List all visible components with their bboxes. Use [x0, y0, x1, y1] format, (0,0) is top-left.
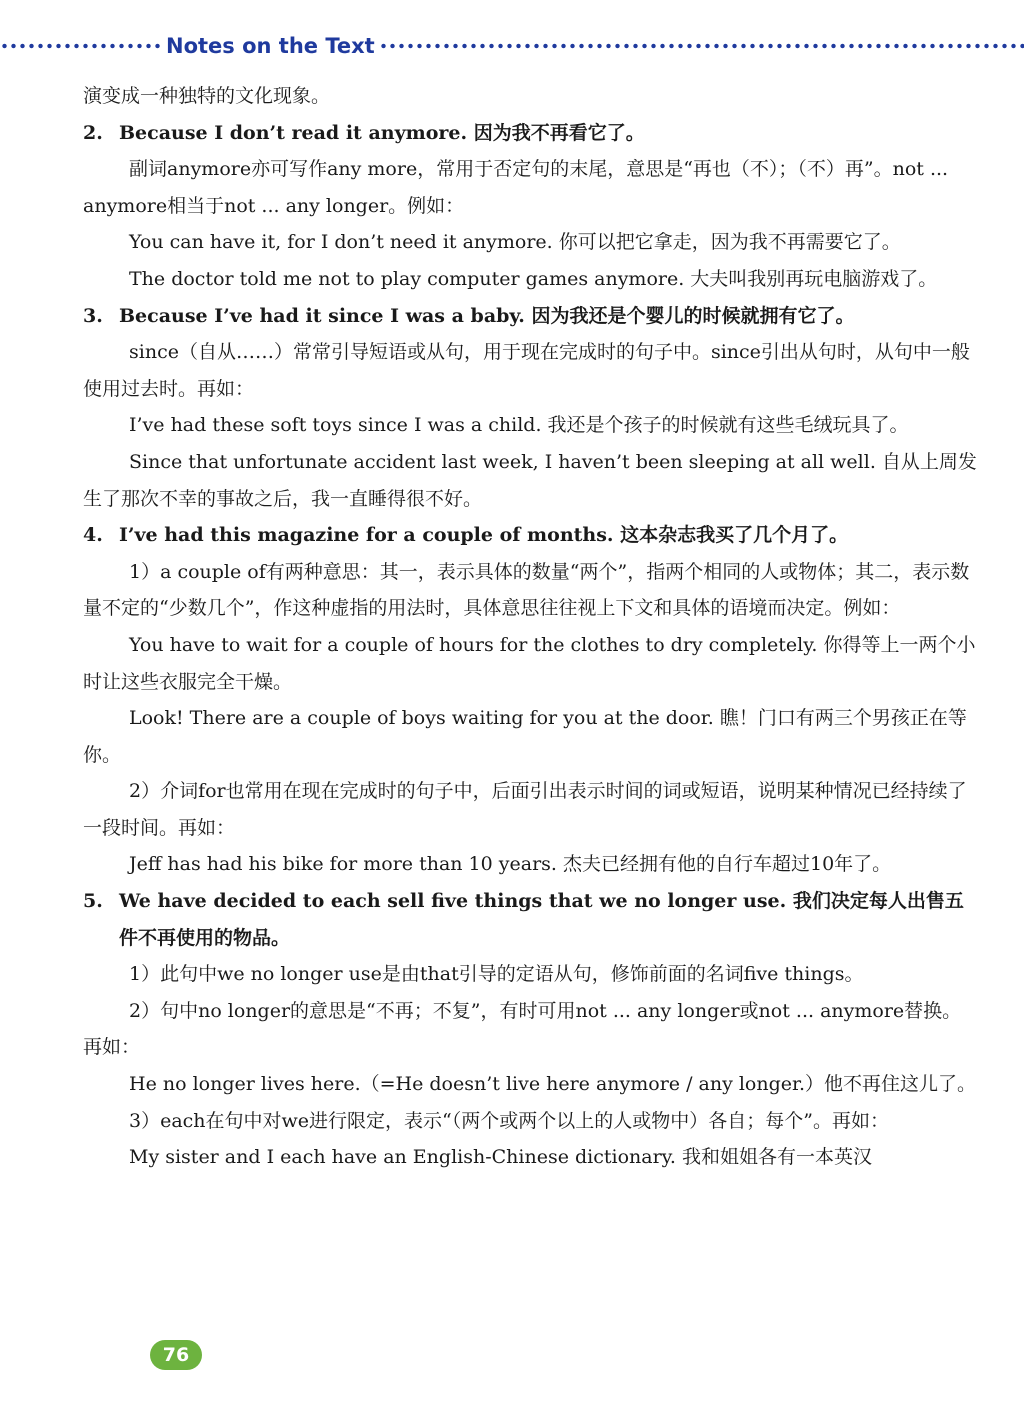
example-sentence: My sister and I each have an English-Chinese dictionary. 我和姐姐各有一本英汉	[129, 1146, 872, 1169]
note-heading-text: I’ve had this magazine for a couple of months. 这本杂志我买了几个月了。	[119, 524, 849, 547]
note-number: 3.	[83, 304, 103, 327]
example-sentence: Look! There are a couple of boys waiting for you at the door. 瞧！门口有两三个男孩正在等你。	[83, 707, 967, 766]
paragraph: 副词anymore亦可写作any more，常用于否定句的末尾，意思是“再也（不）；（不）再”。not ... anymore相当于not ... any longer。例如：	[83, 158, 949, 217]
paragraph: 演变成一种独特的文化现象。	[83, 85, 331, 107]
paragraph: 2）句中no longer的意思是“不再；不复”，有时可用not ... any longer或not ... anymore替换。再如：	[83, 999, 962, 1059]
paragraph: 1）此句中we no longer use是由that引导的定语从句，修饰前面的名词five things。	[129, 963, 864, 986]
paragraph: 3）each在句中对we进行限定，表示“（两个或两个以上的人或物中）各自；每个”。再如：	[129, 1109, 889, 1132]
page-header	[0, 30, 1024, 62]
example-sentence: You can have it, for I don’t need it anymore. 你可以把它拿走，因为我不再需要它了。	[129, 231, 901, 254]
page-body	[83, 78, 977, 1176]
note-heading	[83, 883, 977, 956]
note-heading	[83, 517, 977, 554]
example-sentence: Jeff has had his bike for more than 10 years. 杰夫已经拥有他的自行车超过10年了。	[129, 853, 892, 876]
example-sentence: Since that unfortunate accident last week, I haven’t been sleeping at all well. 自从上周发生了那次不幸的事故之后，我一直睡得很不好。	[83, 450, 977, 510]
header-dotted-rule-left	[0, 43, 162, 49]
example-sentence: You have to wait for a couple of hours for the clothes to dry completely. 你得等上一两个小时让这些衣服完全干燥。	[83, 633, 976, 693]
header-title: Notes on the Text	[166, 34, 375, 58]
note-heading-text: Because I’ve had it since I was a baby. 因为我还是个婴儿的时候就拥有它了。	[119, 304, 855, 327]
example-sentence: The doctor told me not to play computer games anymore. 大夫叫我别再玩电脑游戏了。	[129, 267, 938, 290]
note-number: 2.	[83, 121, 103, 144]
paragraph: 2）介词for也常用在现在完成时的句子中，后面引出表示时间的词或短语，说明某种情况已经持续了一段时间。再如：	[83, 780, 967, 839]
example-sentence: I’ve had these soft toys since I was a child. 我还是个孩子的时候就有这些毛绒玩具了。	[129, 414, 909, 437]
note-heading-text: We have decided to each sell five things that we no longer use. 我们决定每人出售五件不再使用的物品。	[119, 890, 964, 949]
note-number: 5.	[83, 890, 103, 913]
page-number-badge: 76	[150, 1340, 202, 1370]
example-sentence: He no longer lives here.（=He doesn’t live here anymore / any longer.）他不再住这儿了。	[129, 1073, 977, 1096]
note-number: 4.	[83, 524, 103, 547]
paragraph: 1）a couple of有两种意思：其一，表示具体的数量“两个”，指两个相同的人或物体；其二，表示数量不定的“少数几个”，作这种虚指的用法时，具体意思往往视上下文和具体的语境而决定。例如：	[83, 560, 970, 620]
paragraph: since（自从……）常常引导短语或从句，用于现在完成时的句子中。since引出从句时，从句中一般使用过去时。再如：	[83, 341, 970, 400]
note-heading	[83, 298, 977, 335]
note-heading	[83, 115, 977, 152]
header-dotted-rule-right	[379, 43, 1024, 49]
note-heading-text: Because I don’t read it anymore. 因为我不再看它了。	[119, 121, 645, 144]
